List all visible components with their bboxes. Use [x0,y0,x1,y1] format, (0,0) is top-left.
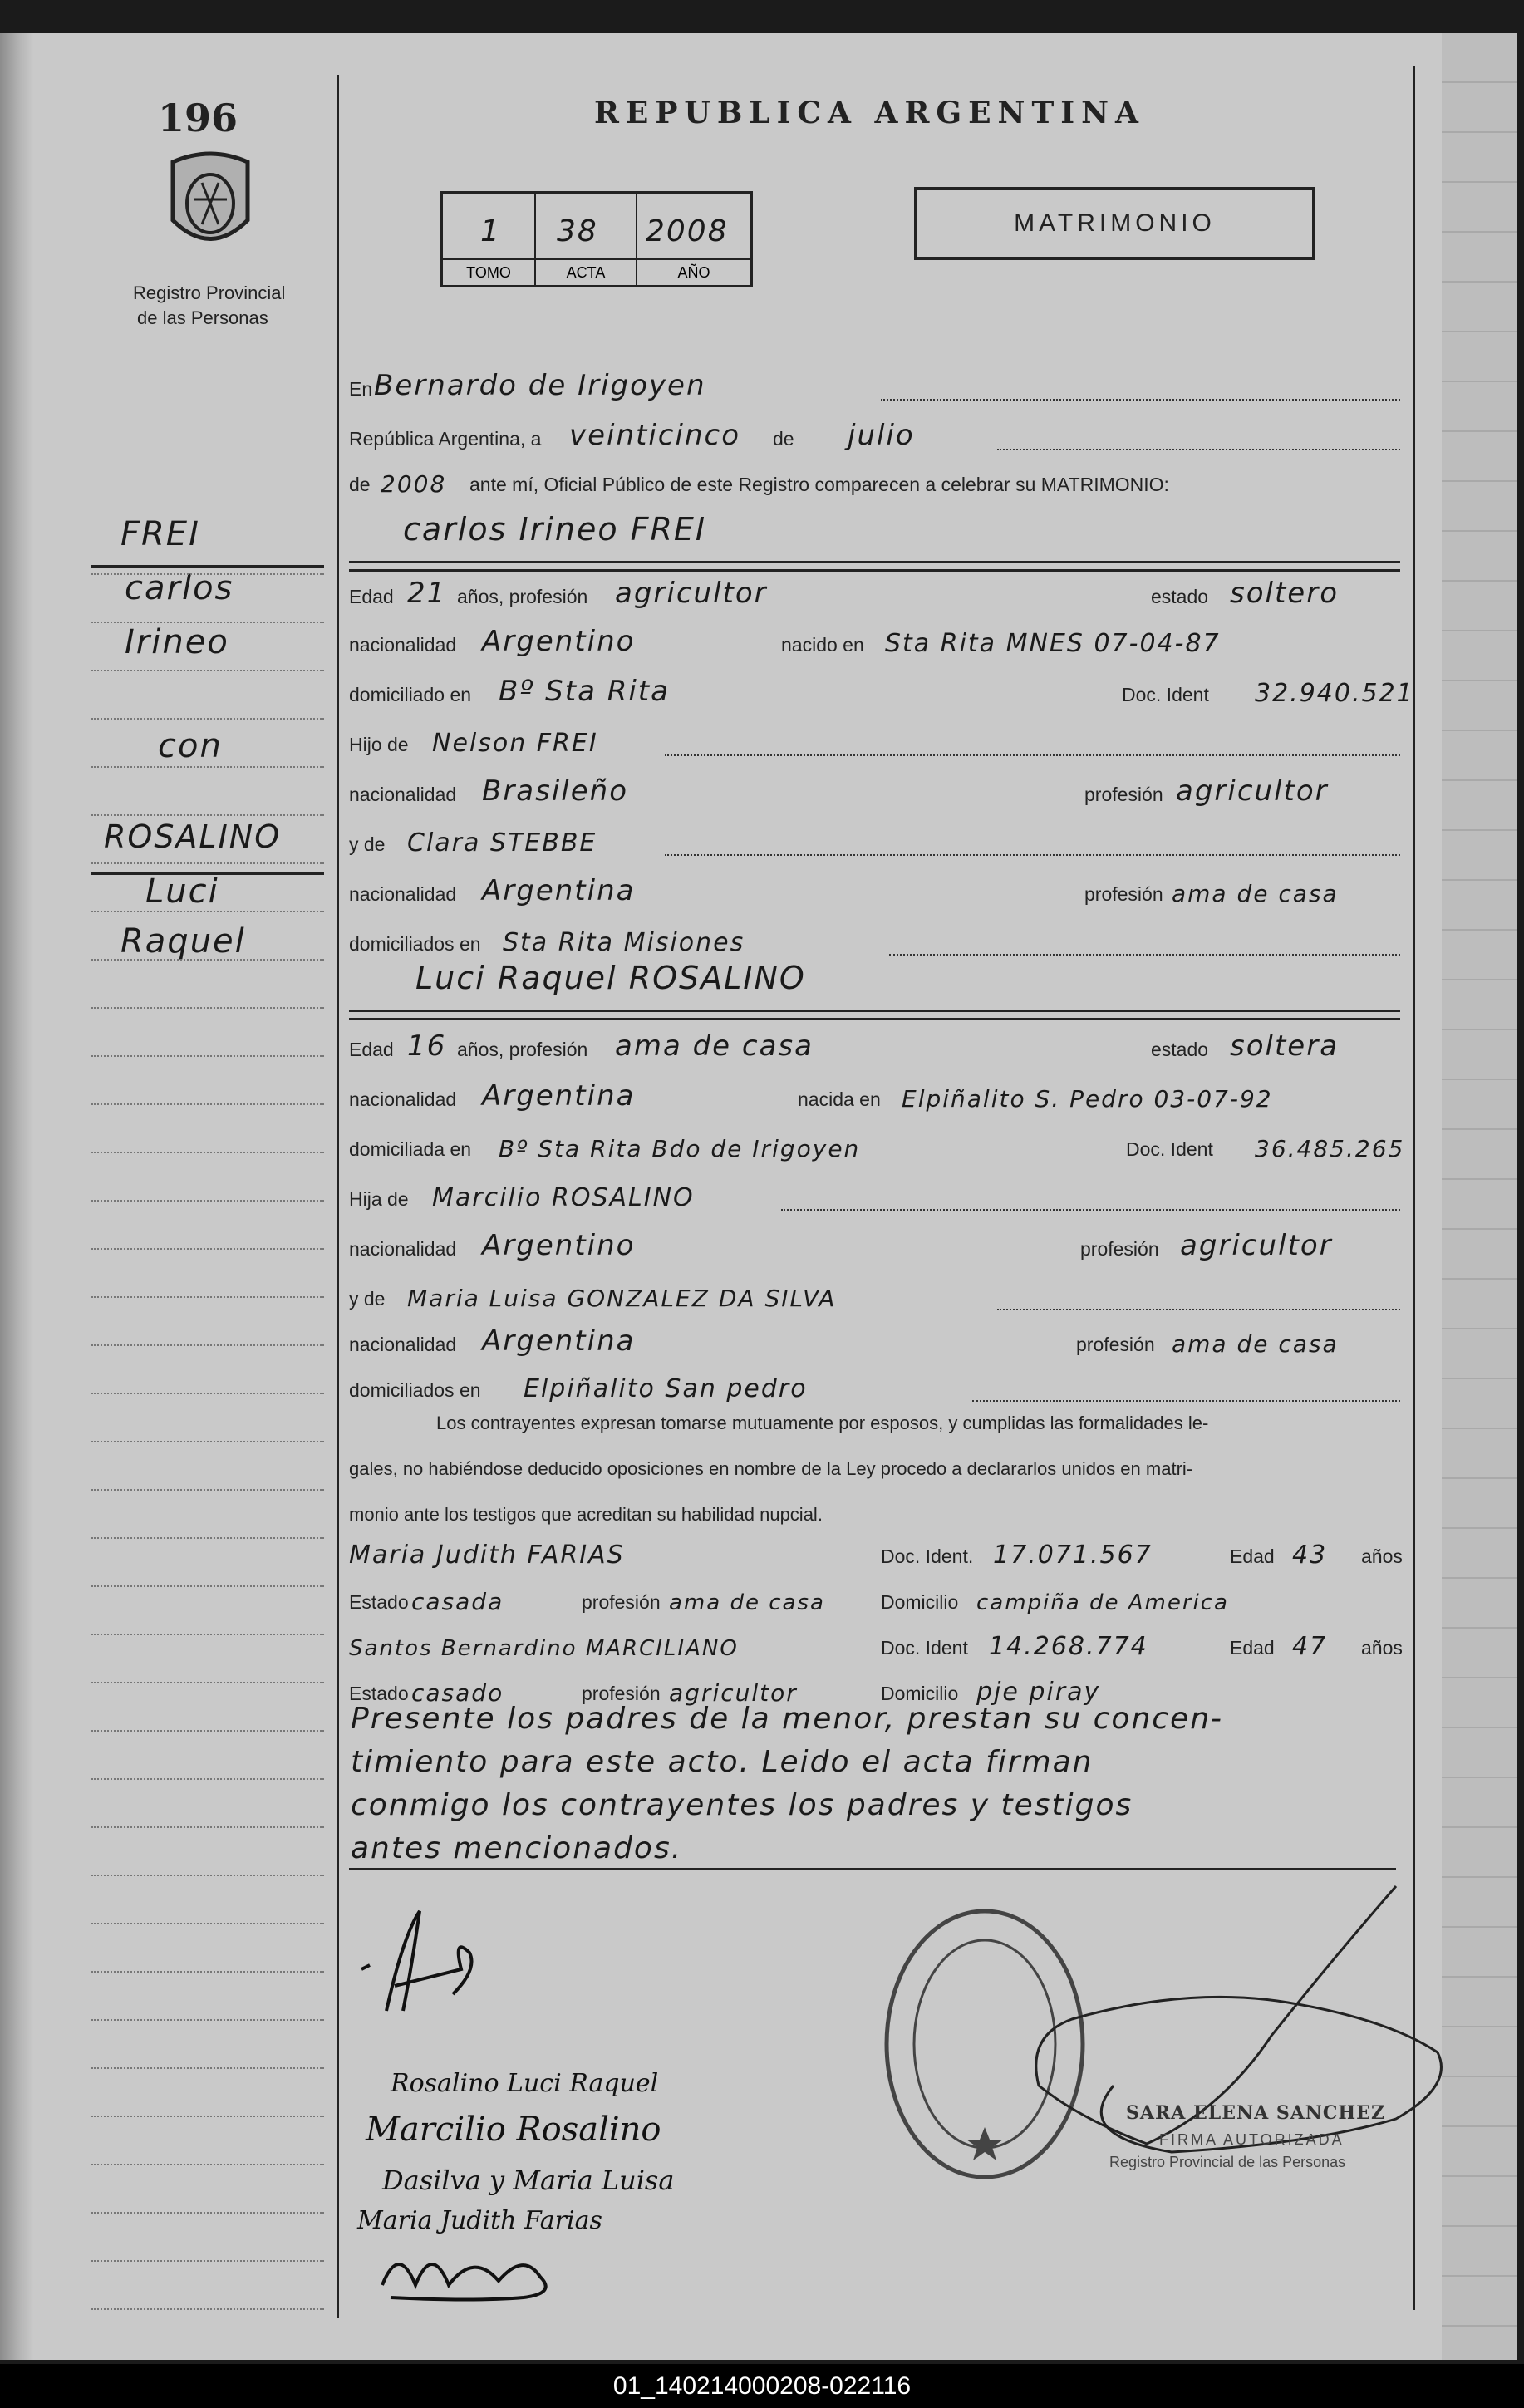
margin-rule-line [91,862,324,864]
en-label: En [349,378,373,400]
bride-father-nationality: Argentino [482,1229,636,1262]
document-page [0,33,1517,2360]
domiciliados-label: domiciliados en [349,1379,481,1401]
edad-label: Edad [1230,1546,1275,1567]
tomo-value: 1 [480,214,501,248]
witness-2-estado: casado [411,1679,504,1707]
bride-nationality-row [349,1079,1400,1118]
groom-father-nationality: Brasileño [482,774,629,808]
bride-mother-nat-row [349,1324,1400,1363]
domiciliado-label: domiciliado en [349,684,472,705]
groom-profession: agricultor [615,577,768,610]
official-title: FIRMA AUTORIZADA [1159,2131,1345,2148]
witness-2-row [349,1632,1403,1666]
margin-rule-line [91,2067,324,2069]
groom-mother-nationality: Argentina [482,874,636,907]
nacionalidad-label: nacionalidad [349,634,457,656]
bride-civil-status: soltera [1230,1030,1340,1063]
bride-name-row [349,960,1400,1001]
witness-1-age: 43 [1292,1541,1328,1570]
groom-father-row [349,730,1400,763]
profesion-label: años, profesión [457,1039,588,1060]
tomo-label: TOMO [443,258,534,285]
ano-label: AÑO [637,258,750,285]
profesion-label: profesión [1084,883,1163,905]
note-line-1: Presente los padres de la menor, prestan su concen- [351,1702,1224,1736]
signature-bride-mother: Dasilva y Maria Luisa [382,2165,675,2196]
bride-profession: ama de casa [615,1030,814,1063]
declaration-line-3: monio ante los testigos que acreditan su habilidad nupcial. [349,1504,823,1525]
bride-father-profession: agricultor [1180,1229,1333,1262]
y-de-label: y de [349,1288,386,1310]
edad-label: Edad [1230,1637,1275,1659]
hija-label: Hija de [349,1188,409,1210]
republic-label: República Argentina, a [349,428,542,450]
note-line-4: antes mencionados. [351,1831,683,1865]
bride-age: 16 [407,1030,447,1063]
signature-scribble-icon [353,1886,503,2036]
nacionalidad-label: nacionalidad [349,784,457,805]
registry-line2: de las Personas [137,307,268,328]
groom-full-name: carlos Irineo FREI [403,511,707,548]
y-de-label: y de [349,833,386,855]
groom-address-row [349,675,1414,713]
anos-label: años [1361,1546,1403,1567]
declaration-line-1: Los contrayentes expresan tomarse mutuamente por esposos, y cumplidas las formalidades le- [436,1413,1209,1433]
margin-rule-line [91,1248,324,1250]
signature-scribble-icon [374,2235,573,2310]
footer-code: 01_140214000208-022116 [612,2372,912,2400]
groom-mother-profession: ama de casa [1172,880,1339,907]
witness-1-details-row [349,1587,1400,1620]
margin-rule-line [91,2260,324,2262]
official-signature-scribble-icon [1022,1870,1454,2227]
witness-1-row [349,1541,1403,1575]
witness-2-age: 47 [1292,1632,1328,1661]
bride-doc: 36.485.265 [1255,1135,1405,1162]
tomo-cell [443,194,536,285]
margin-rule-line [91,1585,324,1587]
groom-mother-nat-row [349,874,1400,912]
groom-civil-status: soltero [1230,577,1339,610]
year-value: 2008 [381,470,447,498]
margin-rule-line [91,1103,324,1105]
doc-label: Doc. Ident [1126,1138,1213,1160]
groom-nationality-row [349,625,1400,663]
official-name: SARA ELENA SANCHEZ [1126,2102,1386,2124]
margin-note-first: carlos [125,569,234,607]
bride-mother-nationality: Argentina [482,1324,636,1358]
profesion-label: años, profesión [457,586,588,607]
place-row [349,369,1400,407]
profesion-label: profesión [1080,1238,1159,1260]
country-title: REPUBLICA ARGENTINA [594,96,1145,130]
bride-address-row [349,1134,1405,1167]
margin-rule-line [91,911,324,912]
date-row [349,419,1400,457]
groom-name-row [349,511,1400,553]
margin-rule-line [91,2308,324,2310]
margin-rule-line [91,959,324,961]
doc-label: Doc. Ident [881,1637,968,1659]
nacido-label: nacido en [781,634,864,656]
groom-nationality: Argentino [482,625,636,658]
record-type-box: MATRIMONIO [914,187,1315,260]
bride-nationality: Argentina [482,1079,636,1113]
acta-value: 38 [557,214,598,248]
bride-full-name: Luci Raquel ROSALINO [415,960,806,996]
margin-underline [91,872,324,875]
margin-rule-line [91,718,324,720]
groom-mother-row [349,829,1400,862]
margin-note-bride-surname: ROSALINO [104,818,282,855]
groom-father-profession: agricultor [1176,774,1329,808]
groom-parents-address-row [349,929,1400,962]
margin-rule-line [91,1826,324,1828]
groom-address: Bº Sta Rita [499,675,670,708]
official-office: Registro Provincial de las Personas [1109,2154,1346,2170]
de2-label: de [349,474,371,495]
margin-note-bride-first: Luci [145,872,219,911]
margin-note-middle: Irineo [125,623,229,661]
bride-age-row [349,1030,1400,1068]
groom-age: 21 [407,577,447,610]
margin-rule-line [91,814,324,816]
profesion-label: profesión [582,1683,661,1704]
footer-bar [0,2364,1524,2408]
bride-father-nat-row [349,1229,1400,1267]
margin-underline [91,565,324,568]
profesion-label: profesión [1076,1334,1155,1355]
margin-rule-line [91,1923,324,1924]
domicilio-label: Domicilio [881,1591,959,1613]
groom-mother: Clara STEBBE [407,828,597,858]
profesion-label: profesión [582,1591,661,1613]
margin-rule-line [91,2212,324,2214]
groom-birth: Sta Rita MNES 07-04-87 [885,629,1221,658]
estado-label: estado [1151,586,1209,607]
witness-1-name: Maria Judith FARIAS [349,1541,625,1570]
margin-note-surname: FREI [120,515,200,553]
margin-rule-line [91,1875,324,1876]
nacionalidad-label: nacionalidad [349,883,457,905]
doc-label: Doc. Ident. [881,1546,974,1567]
nacionalidad-label: nacionalidad [349,1334,457,1355]
margin-rule-line [91,1489,324,1491]
estado-label: Estado [349,1683,409,1704]
margin-rule-line [91,2116,324,2117]
bride-father-row [349,1184,1400,1217]
doc-label: Doc. Ident [1122,684,1209,705]
domiciliados-label: domiciliados en [349,933,481,955]
statement-text: ante mí, Oficial Público de este Registro comparecen a celebrar su MATRIMONIO: [469,474,1169,495]
bride-father: Marcilio ROSALINO [432,1183,695,1212]
signature-witness: Maria Judith Farias [357,2206,602,2235]
margin-note-con: con [158,727,223,765]
margin-rule-line [91,1393,324,1394]
margin-rule-line [91,1296,324,1298]
margin-rule-line [91,622,324,623]
edad-label: Edad [349,586,394,607]
left-margin-rule [337,75,339,2318]
witness-1-profession: ama de casa [669,1590,825,1615]
edad-label: Edad [349,1039,394,1060]
witness-2-name: Santos Bernardino MARCILIANO [349,1636,739,1661]
note-line-3: conmigo los contrayentes los padres y testigos [351,1788,1133,1822]
groom-doc: 32.940.521 [1255,679,1414,708]
de-label: de [773,428,794,450]
page-number: 196 [158,96,238,140]
domiciliada-label: domiciliada en [349,1138,472,1160]
domicilio-label: Domicilio [881,1683,959,1704]
witness-1-domicilio: campiña de America [976,1590,1229,1615]
margin-rule-line [91,1055,324,1057]
ano-value: 2008 [646,214,729,248]
groom-parents-address: Sta Rita Misiones [503,928,745,957]
ano-cell [637,194,750,285]
place-value: Bernardo de Irigoyen [374,369,706,402]
groom-age-row [349,577,1400,615]
nacionalidad-label: nacionalidad [349,1238,457,1260]
margin-rule-line [91,573,324,575]
signature-bride-father: Marcilio Rosalino [366,2111,661,2149]
margin-rule-line [91,670,324,671]
witness-2-domicilio: pje piray [976,1678,1101,1707]
witness-2-doc: 14.268.774 [989,1632,1148,1661]
margin-rule-line [91,1344,324,1346]
note-line-2: timiento para este acto. Leido el acta firman [351,1745,1094,1779]
month-value: julio [848,419,915,452]
margin-rule-line [91,1007,324,1009]
profesion-label: profesión [1084,784,1163,805]
nacida-label: nacida en [798,1089,881,1110]
margin-rule-line [91,1441,324,1442]
bride-birth: Elpiñalito S. Pedro 03-07-92 [902,1085,1273,1113]
registry-line1: Registro Provincial [133,283,286,303]
margin-rule-line [91,1682,324,1683]
margin-rule-line [91,1634,324,1635]
groom-father: Nelson FREI [432,729,598,758]
bride-mother: Maria Luisa GONZALEZ DA SILVA [407,1285,837,1312]
bride-parents-address: Elpiñalito San pedro [524,1374,808,1403]
margin-rule-line [91,1971,324,1973]
hijo-label: Hijo de [349,734,409,755]
anos-label: años [1361,1637,1403,1659]
groom-father-nat-row [349,774,1400,813]
bride-parents-address-row [349,1375,1400,1408]
day-value: veinticinco [569,419,740,452]
margin-rule-line [91,766,324,768]
margin-rule-line [91,1152,324,1153]
binding-shadow [0,33,33,2360]
statement-row [349,469,1400,503]
margin-rule-line [91,2019,324,2021]
nacionalidad-label: nacionalidad [349,1089,457,1110]
acta-cell [536,194,637,285]
coat-of-arms-icon [165,150,256,258]
bride-address: Bº Sta Rita Bdo de Irigoyen [499,1135,861,1162]
bride-mother-row [349,1284,1400,1317]
declaration-line-2: gales, no habiéndose deducido oposiciones en nombre de la Ley procedo a declararlos unidos en matri- [349,1458,1193,1479]
witness-1-doc: 17.071.567 [993,1541,1153,1570]
witness-1-estado: casada [411,1588,504,1615]
bride-mother-profession: ama de casa [1172,1330,1339,1358]
witness-2-profession: agricultor [669,1679,798,1707]
margin-note-bride-middle: Raquel [120,922,246,961]
margin-rule-line [91,1730,324,1732]
estado-label: Estado [349,1591,409,1613]
margin-rule-line [91,1778,324,1780]
acta-label: ACTA [536,258,636,285]
margin-rule-line [91,1537,324,1539]
margin-rule-line [91,1200,324,1202]
margin-rule-line [91,2164,324,2165]
estado-label: estado [1151,1039,1209,1060]
record-number-box [440,191,753,287]
signature-bride: Rosalino Luci Raquel [391,2069,659,2098]
